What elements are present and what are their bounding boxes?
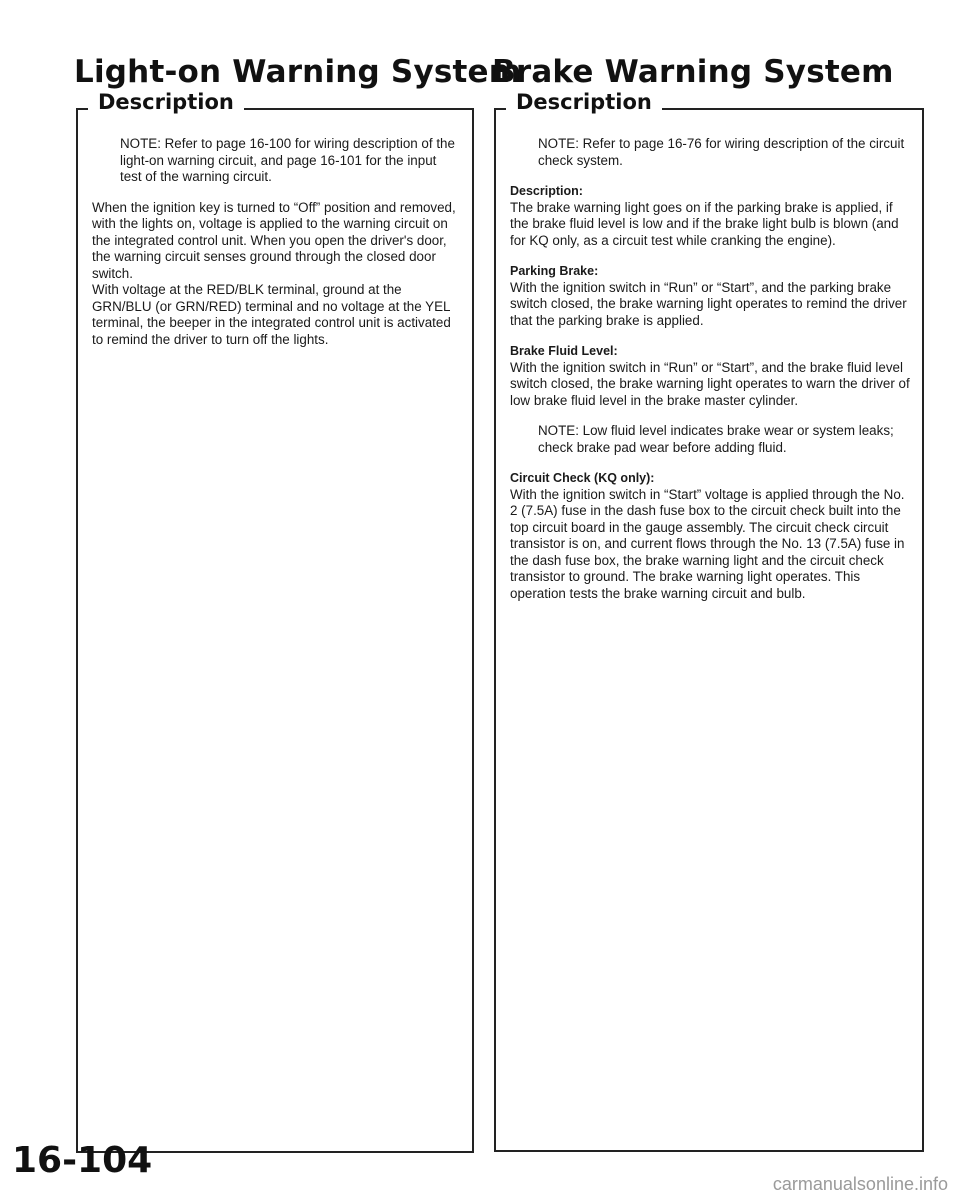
brake-fluid-label: Brake Fluid Level: [510,344,618,358]
circuit-check-section [510,470,910,602]
light-on-note: NOTE: Refer to page 16-100 for wiring description of the light-on warning circuit, and page 16-101 for the input test of the warning circuit. [120,136,455,184]
brake-description-box [494,90,924,1152]
brake-fluid-text: With the ignition switch in “Run” or “Start”, and the brake fluid level switch closed, the brake warning light operates to warn the driver of low brake fluid level in the brake master cylinder. [510,359,910,408]
light-on-paragraph-1: When the ignition key is turned to “Off” position and removed, with the lights on, voltage is applied to the warning circuit on the integrated control unit. When you open the driver's door, the warning circuit senses ground through the closed door switch. [92,199,456,281]
light-on-description-box [76,90,474,1153]
page-number: 16-104 [12,1140,153,1181]
parking-brake-text: With the ignition switch in “Run” or “Start”, and the parking brake switch closed, the brake warning light operates to remind the driver that the parking brake is applied. [510,279,907,328]
brake-description-heading: Description [506,90,662,114]
brake-note: NOTE: Refer to page 16-76 for wiring description of the circuit check system. [538,136,905,168]
circuit-check-text: With the ignition switch in “Start” voltage is applied through the No. 2 (7.5A) fuse in the dash fuse box to the circuit check built into the top circuit board in the gauge assembly. The circuit check circuit transistor is on, and current flows through the No. 13 (7.5A) fuse in the dash fuse box, the brake warning light and the circuit check transistor to ground. The brake warning light operates. This operation tests the brake warning circuit and bulb. [510,486,905,601]
brake-description-body [510,136,910,616]
brake-description-section [510,183,910,249]
circuit-check-label: Circuit Check (KQ only): [510,471,655,485]
description-text: The brake warning light goes on if the parking brake is applied, if the brake fluid level is low and if the brake light bulb is blown (and for KQ only, as a circuit test while cranking the engine). [510,199,899,248]
parking-brake-section [510,263,910,329]
watermark: carmanualsonline.info [772,1174,948,1194]
description-label: Description: [510,184,583,198]
light-on-description-body [92,136,460,362]
brake-fluid-section [510,343,910,409]
brake-fluid-note: NOTE: Low fluid level indicates brake wear or system leaks; check brake pad wear before adding fluid. [538,423,894,455]
parking-brake-label: Parking Brake: [510,264,599,278]
brake-warning-title: Brake Warning System [492,54,894,90]
light-on-warning-title: Light-on Warning System [74,54,522,90]
light-on-paragraph-2: With voltage at the RED/BLK terminal, ground at the GRN/BLU (or GRN/RED) terminal and no voltage at the YEL terminal, the beeper in the integrated control unit is activated to remind the driver to turn off the lights. [92,282,451,347]
light-on-description-heading: Description [88,90,244,114]
